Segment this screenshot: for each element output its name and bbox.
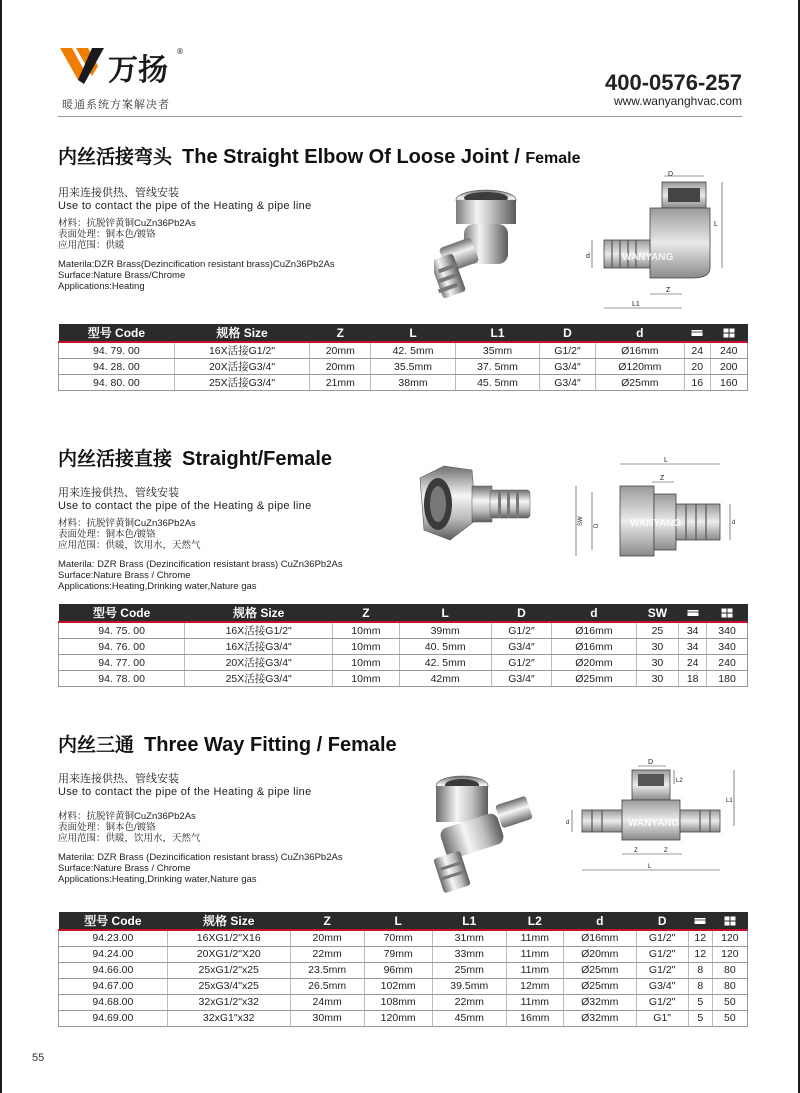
table-cell: Ø25mm	[595, 375, 684, 391]
column-header: 规格 Size	[185, 604, 333, 622]
table-cell: 18	[679, 671, 707, 687]
table-cell: 20X活接G3/4"	[185, 655, 333, 671]
svg-text:L1: L1	[726, 798, 733, 804]
table-cell: 45. 5mm	[455, 375, 539, 391]
table-cell: 340	[707, 622, 748, 639]
page-number: 55	[32, 1052, 45, 1064]
table-cell: 30	[636, 655, 679, 671]
material-cn: 材料：抗脱锌黄铜CuZn36Pb2As	[58, 218, 196, 229]
column-header: 型号 Code	[59, 912, 168, 930]
usage-cn: 用来连接供热、管线安装	[58, 187, 179, 199]
table-row	[59, 930, 748, 946]
table-cell: 180	[707, 671, 748, 687]
svg-text:D: D	[648, 759, 654, 766]
column-header: SW	[636, 604, 679, 622]
table-cell: Ø16mm	[595, 342, 684, 359]
table-cell: 42mm	[399, 671, 491, 687]
section-title	[58, 730, 748, 757]
table-row	[59, 962, 748, 978]
application-cn: 应用范围：供暖	[58, 240, 125, 251]
table-cell: 120	[712, 946, 747, 962]
table-cell: G1/2"	[636, 994, 688, 1010]
table-cell: 11mm	[506, 946, 563, 962]
table-cell: Ø20mm	[563, 946, 636, 962]
svg-text:WANYANG: WANYANG	[630, 518, 682, 529]
table-cell: 32xG1"x32	[167, 1010, 290, 1026]
table-row	[59, 622, 748, 639]
table-cell: G1/2"	[636, 962, 688, 978]
svg-text:WANYANG: WANYANG	[628, 818, 680, 829]
usage-cn: 用来连接供热、管线安装	[58, 773, 179, 785]
table-cell: 21mm	[310, 375, 371, 391]
inner-box-qty-header	[684, 324, 710, 342]
title-en: Straight/Female	[182, 448, 333, 470]
table-cell: G3/4″	[540, 359, 595, 375]
elbow-spec-table	[58, 324, 748, 391]
table-cell: 94.67.00	[59, 978, 168, 994]
table-cell: 160	[710, 375, 747, 391]
table-cell: 34	[679, 639, 707, 655]
straight-product-photo	[410, 458, 534, 554]
application-en: Applications:Heating,Drinking water,Nature gas	[58, 874, 257, 885]
surface-en: Surface:Nature Brass / Chrome	[58, 863, 191, 874]
table-cell: 32xG1/2"x32	[167, 994, 290, 1010]
table-row	[59, 946, 748, 962]
svg-text:Z: Z	[634, 848, 638, 854]
table-cell: 23.5mm	[290, 962, 364, 978]
table-cell: G1/2″	[491, 622, 552, 639]
carton-icon	[724, 916, 736, 926]
table-cell: 33mm	[432, 946, 506, 962]
table-cell: Ø16mm	[552, 639, 636, 655]
elbow-technical-drawing	[582, 168, 732, 318]
svg-text:D: D	[594, 523, 600, 528]
table-cell: 8	[688, 978, 712, 994]
material-cn: 材料：抗脱锌黄铜CuZn36Pb2As	[58, 518, 196, 529]
column-header: d	[552, 604, 636, 622]
table-cell: G1/2"	[636, 930, 688, 946]
table-cell: Ø16mm	[563, 930, 636, 946]
title-sub: Female	[525, 150, 581, 167]
table-cell: 20mm	[310, 342, 371, 359]
table-cell: 10mm	[333, 655, 399, 671]
column-header: 规格 Size	[174, 324, 310, 342]
table-cell: 42. 5mm	[371, 342, 455, 359]
inner-box-qty-header	[679, 604, 707, 622]
svg-text:L: L	[664, 457, 668, 464]
svg-text:®: ®	[176, 47, 184, 56]
brand-logo	[58, 44, 188, 94]
box-icon	[691, 329, 703, 337]
straight-technical-drawing	[570, 452, 740, 572]
table-cell: G3/4"	[636, 978, 688, 994]
table-cell: 12	[688, 930, 712, 946]
table-cell: 5	[688, 1010, 712, 1026]
table-cell: 42. 5mm	[399, 655, 491, 671]
table-cell: 39mm	[399, 622, 491, 639]
table-cell: 70mm	[364, 930, 432, 946]
svg-text:SW: SW	[578, 516, 584, 526]
table-row	[59, 639, 748, 655]
box-icon	[687, 609, 699, 617]
carton-icon	[723, 328, 735, 338]
table-cell: 10mm	[333, 639, 399, 655]
table-cell: 94.68.00	[59, 994, 168, 1010]
table-cell: 20X活接G3/4"	[174, 359, 310, 375]
table-row	[59, 978, 748, 994]
svg-text:L: L	[714, 221, 718, 228]
table-row	[59, 655, 748, 671]
surface-cn: 表面处理：铜本色/镀铬	[58, 229, 156, 240]
table-cell: Ø16mm	[552, 622, 636, 639]
column-header: D	[491, 604, 552, 622]
table-cell: 24mm	[290, 994, 364, 1010]
table-cell: 340	[707, 639, 748, 655]
table-cell: 22mm	[290, 946, 364, 962]
table-row	[59, 375, 748, 391]
title-cn: 内丝活接直接	[58, 448, 173, 470]
table-cell: 22mm	[432, 994, 506, 1010]
column-header: L2	[506, 912, 563, 930]
material-cn: 材料：抗脱锌黄铜CuZn36Pb2As	[58, 811, 196, 822]
table-cell: 102mm	[364, 978, 432, 994]
table-cell: 16mm	[506, 1010, 563, 1026]
surface-cn: 表面处理：铜本色/镀铬	[58, 529, 156, 540]
usage-cn: 用来连接供热、管线安装	[58, 487, 179, 499]
table-cell: Ø32mm	[563, 1010, 636, 1026]
svg-text:Z: Z	[664, 848, 668, 854]
table-cell: 37. 5mm	[455, 359, 539, 375]
carton-qty-header	[707, 604, 748, 622]
svg-text:L2: L2	[676, 778, 683, 784]
table-cell: 50	[712, 994, 747, 1010]
table-row	[59, 671, 748, 687]
table-cell: 80	[712, 962, 747, 978]
table-cell: 94.23.00	[59, 930, 168, 946]
table-cell: 24	[684, 342, 710, 359]
table-cell: 16X活接G3/4"	[185, 639, 333, 655]
table-cell: 94. 79. 00	[59, 342, 175, 359]
table-cell: 25xG3/4"x25	[167, 978, 290, 994]
tee-product-photo	[422, 772, 542, 894]
brand-name-cn: 万扬	[108, 53, 168, 88]
column-header: L	[364, 912, 432, 930]
section-title	[58, 142, 748, 169]
column-header: 规格 Size	[167, 912, 290, 930]
title-en: Three Way Fitting / Female	[144, 734, 397, 756]
table-cell: Ø120mm	[595, 359, 684, 375]
table-cell: Ø25mm	[563, 978, 636, 994]
material-en: Materila: DZR Brass (Dezincification resistant brass) CuZn36Pb2As	[58, 852, 343, 863]
application-en: Applications:Heating	[58, 281, 145, 292]
table-cell: 79mm	[364, 946, 432, 962]
table-cell: 94. 76. 00	[59, 639, 185, 655]
table-cell: G1/2"	[636, 946, 688, 962]
svg-text:d: d	[732, 520, 736, 526]
column-header: D	[636, 912, 688, 930]
application-cn: 应用范围：供暖，饮用水，天然气	[58, 833, 201, 844]
table-cell: 16X活接G1/2"	[174, 342, 310, 359]
table-cell: 20mm	[290, 930, 364, 946]
surface-cn: 表面处理：铜本色/镀铬	[58, 822, 156, 833]
svg-text:Z: Z	[660, 475, 665, 482]
table-cell: 240	[710, 342, 747, 359]
usage-en: Use to contact the pipe of the Heating & pipe line	[58, 200, 312, 212]
inner-box-qty-header	[688, 912, 712, 930]
table-cell: 31mm	[432, 930, 506, 946]
table-cell: 94. 75. 00	[59, 622, 185, 639]
column-header: d	[595, 324, 684, 342]
table-cell: 50	[712, 1010, 747, 1026]
column-header: Z	[333, 604, 399, 622]
table-cell: 96mm	[364, 962, 432, 978]
table-cell: 94. 77. 00	[59, 655, 185, 671]
table-cell: G3/4″	[491, 671, 552, 687]
column-header: L1	[432, 912, 506, 930]
table-cell: G1/2″	[491, 655, 552, 671]
table-cell: 20XG1/2"X20	[167, 946, 290, 962]
material-en: Materila:DZR Brass(Dezincification resistant brass)CuZn36Pb2As	[58, 259, 335, 270]
table-cell: 200	[710, 359, 747, 375]
table-cell: 108mm	[364, 994, 432, 1010]
application-cn: 应用范围：供暖，饮用水，天然气	[58, 540, 201, 551]
header-divider	[58, 116, 742, 117]
table-cell: G3/4″	[491, 639, 552, 655]
column-header: L	[399, 604, 491, 622]
table-cell: 5	[688, 994, 712, 1010]
surface-en: Surface:Nature Brass / Chrome	[58, 570, 191, 581]
application-en: Applications:Heating,Drinking water,Nature gas	[58, 581, 257, 592]
svg-text:d: d	[566, 820, 570, 826]
tee-technical-drawing	[562, 754, 742, 886]
svg-text:L1: L1	[632, 301, 640, 308]
table-cell: Ø32mm	[563, 994, 636, 1010]
svg-text:D: D	[668, 171, 674, 178]
table-cell: 26.5mm	[290, 978, 364, 994]
table-cell: 94.24.00	[59, 946, 168, 962]
website-url[interactable]: www.wanyanghvac.com	[613, 94, 742, 108]
table-cell: 20mm	[310, 359, 371, 375]
column-header: 型号 Code	[59, 324, 175, 342]
table-cell: 120	[712, 930, 747, 946]
table-cell: 94. 28. 00	[59, 359, 175, 375]
table-cell: 94.69.00	[59, 1010, 168, 1026]
table-cell: 40. 5mm	[399, 639, 491, 655]
table-cell: 34	[679, 622, 707, 639]
table-cell: G1"	[636, 1010, 688, 1026]
table-cell: 10mm	[333, 622, 399, 639]
table-cell: 25X活接G3/4"	[185, 671, 333, 687]
table-cell: 25mm	[432, 962, 506, 978]
surface-en: Surface:Nature Brass/Chrome	[58, 270, 186, 281]
column-header: D	[540, 324, 595, 342]
table-cell: G1/2″	[540, 342, 595, 359]
table-cell: 30	[636, 671, 679, 687]
table-cell: 16	[684, 375, 710, 391]
column-header: d	[563, 912, 636, 930]
table-cell: 12mm	[506, 978, 563, 994]
table-cell: 94. 80. 00	[59, 375, 175, 391]
table-cell: 120mm	[364, 1010, 432, 1026]
straight-spec-table	[58, 604, 748, 687]
column-header: L	[371, 324, 455, 342]
carton-icon	[721, 608, 733, 618]
hotline-phone: 400-0576-257	[604, 70, 742, 95]
table-cell: 12	[688, 946, 712, 962]
table-cell: 94.66.00	[59, 962, 168, 978]
table-row	[59, 1010, 748, 1026]
title-cn: 内丝三通	[58, 734, 135, 756]
table-row	[59, 994, 748, 1010]
column-header: 型号 Code	[59, 604, 185, 622]
svg-text:d: d	[586, 253, 590, 260]
title-en: The Straight Elbow Of Loose Joint /	[182, 146, 520, 168]
table-cell: 10mm	[333, 671, 399, 687]
table-cell: 45mm	[432, 1010, 506, 1026]
table-cell: 16X活接G1/2"	[185, 622, 333, 639]
table-cell: 11mm	[506, 962, 563, 978]
elbow-product-photo	[434, 186, 524, 304]
svg-text:Z: Z	[666, 287, 671, 294]
table-cell: Ø25mm	[563, 962, 636, 978]
table-cell: 240	[707, 655, 748, 671]
table-cell: 35.5mm	[371, 359, 455, 375]
table-cell: Ø20mm	[552, 655, 636, 671]
table-cell: 11mm	[506, 930, 563, 946]
table-cell: 39.5mm	[432, 978, 506, 994]
table-row	[59, 359, 748, 375]
table-cell: 80	[712, 978, 747, 994]
table-cell: 30	[636, 639, 679, 655]
table-cell: 11mm	[506, 994, 563, 1010]
tee-spec-table	[58, 912, 748, 1027]
usage-en: Use to contact the pipe of the Heating & pipe line	[58, 500, 312, 512]
material-en: Materila: DZR Brass (Dezincification resistant brass) CuZn36Pb2As	[58, 559, 343, 570]
table-cell: 24	[679, 655, 707, 671]
table-cell: 30mm	[290, 1010, 364, 1026]
table-cell: 94. 78. 00	[59, 671, 185, 687]
table-cell: 35mm	[455, 342, 539, 359]
brand-tagline: 暖通系统方案解决者	[62, 98, 170, 111]
column-header: L1	[455, 324, 539, 342]
table-cell: 16XG1/2"X16	[167, 930, 290, 946]
table-cell: 20	[684, 359, 710, 375]
table-cell: 38mm	[371, 375, 455, 391]
carton-qty-header	[712, 912, 747, 930]
table-cell: 8	[688, 962, 712, 978]
column-header: Z	[290, 912, 364, 930]
table-cell: Ø25mm	[552, 671, 636, 687]
carton-qty-header	[710, 324, 747, 342]
table-cell: G3/4″	[540, 375, 595, 391]
table-row	[59, 342, 748, 359]
table-cell: 25xG1/2"x25	[167, 962, 290, 978]
column-header: Z	[310, 324, 371, 342]
table-cell: 25X活接G3/4"	[174, 375, 310, 391]
box-icon	[694, 917, 706, 925]
svg-text:WANYANG: WANYANG	[622, 252, 674, 263]
table-cell: 25	[636, 622, 679, 639]
title-cn: 内丝活接弯头	[58, 146, 173, 168]
usage-en: Use to contact the pipe of the Heating & pipe line	[58, 786, 312, 798]
svg-text:L: L	[648, 864, 652, 870]
